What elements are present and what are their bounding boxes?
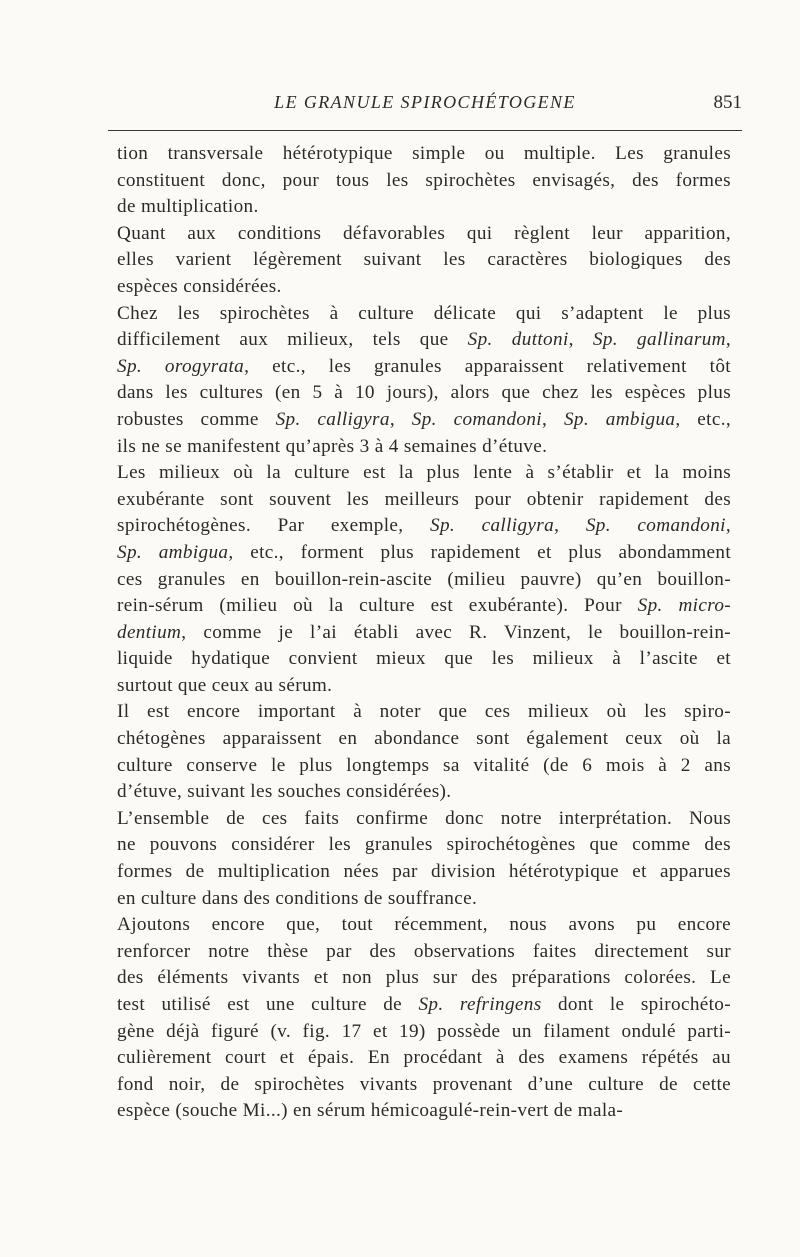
text-line bbox=[117, 274, 731, 301]
running-header bbox=[108, 92, 742, 122]
text-run: rein-sérum (milieu où la culture est exubérante). Pour bbox=[117, 595, 638, 617]
text-run: Quant aux conditions défavorables qui règlent leur apparition, bbox=[117, 222, 731, 244]
text-line bbox=[117, 992, 731, 1019]
text-run: Les milieux où la culture est la plus lente à s’établir et la moins bbox=[117, 462, 732, 484]
text-run: Chez les spirochètes à culture délicate qui s’adaptent le plus bbox=[117, 302, 731, 324]
text-line bbox=[117, 460, 731, 487]
species-name: Sp. comandoni bbox=[411, 408, 542, 430]
text-run: , etc., bbox=[675, 408, 732, 430]
text-run: gène déjà figuré (v. fig. 17 et 19) possède un filament ondulé parti- bbox=[117, 1020, 732, 1042]
text-run: ils ne se manifestent qu’après 3 à 4 semaines d’étuve. bbox=[117, 435, 548, 457]
text-line bbox=[117, 1072, 731, 1099]
text-run: spirochétogènes. Par exemple, bbox=[117, 515, 430, 537]
paragraph bbox=[117, 460, 731, 699]
text-line bbox=[117, 487, 731, 514]
page-number: 851 bbox=[713, 92, 742, 113]
text-line bbox=[117, 301, 731, 328]
text-run: , bbox=[554, 515, 586, 537]
text-line bbox=[117, 327, 731, 354]
species-name: Sp. duttoni bbox=[467, 329, 569, 351]
species-name: Sp. gallinarum bbox=[592, 329, 726, 351]
species-name: Sp. orogyrata bbox=[117, 355, 245, 377]
text-run: Ajoutons encore que, tout récemment, nous avons pu encore bbox=[117, 914, 731, 936]
text-line bbox=[117, 1045, 731, 1072]
text-run: test utilisé est une culture de bbox=[117, 994, 419, 1015]
text-run: culture conserve le plus longtemps sa vitalité (de 6 mois à 2 ans bbox=[117, 754, 732, 776]
text-line bbox=[117, 779, 731, 806]
text-line bbox=[117, 567, 731, 594]
text-line bbox=[117, 221, 731, 248]
text-line bbox=[117, 194, 731, 221]
text-run: surtout que ceux au sérum. bbox=[117, 674, 333, 696]
text-line bbox=[117, 141, 731, 168]
text-run: ne pouvons considérer les granules spirochétogènes que comme des bbox=[117, 834, 731, 856]
text-line bbox=[117, 247, 731, 274]
text-run: , bbox=[725, 515, 732, 537]
text-line bbox=[117, 646, 731, 673]
text-run: renforcer notre thèse par des observations faites directement sur bbox=[117, 940, 732, 962]
paragraph bbox=[117, 912, 731, 1125]
text-run: formes de multiplication nées par division hétérotypique et apparues bbox=[117, 861, 731, 883]
text-line bbox=[117, 859, 731, 886]
text-run: , etc., forment plus rapidement et plus abondamment bbox=[228, 541, 732, 563]
text-run: tion transversale hétérotypique simple ou multiple. Les granules bbox=[117, 143, 732, 164]
text-line bbox=[117, 620, 731, 647]
species-name: Sp. ambigua bbox=[117, 541, 229, 563]
text-line bbox=[117, 753, 731, 780]
paragraph bbox=[117, 221, 731, 301]
text-run: en culture dans des conditions de souffrance. bbox=[117, 887, 478, 909]
text-run: ces granules en bouillon-rein-ascite (milieu pauvre) qu’en bouillon- bbox=[117, 568, 731, 590]
text-run: , bbox=[725, 329, 731, 351]
header-rule bbox=[108, 130, 742, 131]
text-run: espèce (souche Mi...) en sérum hémicoagulé-rein-vert de mala- bbox=[117, 1100, 624, 1122]
text-line bbox=[117, 912, 731, 939]
species-name: dentium bbox=[117, 621, 182, 643]
text-run: robustes comme bbox=[117, 408, 276, 430]
text-line bbox=[117, 1098, 731, 1125]
body-text bbox=[117, 141, 731, 1125]
text-line bbox=[117, 1019, 731, 1046]
text-line bbox=[117, 407, 731, 434]
text-run: , bbox=[568, 329, 593, 351]
text-line bbox=[117, 726, 731, 753]
paragraph bbox=[117, 141, 731, 221]
text-line bbox=[117, 886, 731, 913]
text-run: d’étuve, suivant les souches considérées). bbox=[117, 781, 452, 803]
text-line bbox=[117, 965, 731, 992]
text-line bbox=[117, 168, 731, 195]
text-run: dont le spirochéto- bbox=[541, 994, 731, 1015]
text-run: , bbox=[542, 408, 564, 430]
text-run: , etc., les granules apparaissent relativement tôt bbox=[244, 355, 731, 377]
species-name: Sp. calligyra bbox=[430, 515, 555, 537]
species-name: Sp. comandoni bbox=[585, 515, 726, 537]
text-run: , bbox=[389, 408, 412, 430]
text-line bbox=[117, 434, 731, 461]
text-run: liquide hydatique convient mieux que les milieux à l’ascite et bbox=[117, 648, 731, 670]
text-line bbox=[117, 832, 731, 859]
text-line bbox=[117, 593, 731, 620]
paragraph bbox=[117, 806, 731, 912]
species-name: Sp. refringens bbox=[418, 994, 542, 1015]
text-run: Il est encore important à noter que ces milieux où les spiro- bbox=[117, 701, 731, 723]
text-line bbox=[117, 380, 731, 407]
text-line bbox=[117, 540, 731, 567]
text-line bbox=[117, 513, 731, 540]
paragraph bbox=[117, 301, 731, 461]
text-run: , comme je l’ai établi avec R. Vinzent, le bouillon-rein- bbox=[181, 621, 732, 643]
text-line bbox=[117, 699, 731, 726]
running-title: LE GRANULE SPIROCHÉTOGENE bbox=[274, 92, 576, 112]
text-run: culièrement court et épais. En procédant à des examens répétés au bbox=[117, 1047, 731, 1069]
species-name: Sp. calligyra bbox=[275, 408, 390, 430]
text-run: elles varient légèrement suivant les caractères biologiques des bbox=[117, 249, 732, 271]
text-run: dans les cultures (en 5 à 10 jours), alors que chez les espèces plus bbox=[117, 382, 732, 404]
text-run: exubérante sont souvent les meilleurs pour obtenir rapidement des bbox=[117, 488, 732, 510]
species-name: Sp. ambigua bbox=[563, 408, 676, 430]
paragraph bbox=[117, 699, 731, 805]
text-run: L’ensemble de ces faits confirme donc notre interprétation. Nous bbox=[117, 807, 732, 829]
text-run: difficilement aux milieux, tels que bbox=[117, 329, 468, 351]
text-run: chétogènes apparaissent en abondance sont également ceux où la bbox=[117, 728, 731, 750]
text-run: espèces considérées. bbox=[117, 275, 282, 297]
species-name: Sp. micro- bbox=[637, 595, 732, 617]
text-run: de multiplication. bbox=[117, 196, 259, 218]
text-line bbox=[117, 939, 731, 966]
text-line bbox=[117, 806, 731, 833]
text-run: fond noir, de spirochètes vivants provenant d’une culture de cette bbox=[117, 1073, 731, 1095]
text-run: des éléments vivants et non plus sur des préparations colorées. Le bbox=[117, 967, 731, 989]
text-line bbox=[117, 354, 731, 381]
text-line bbox=[117, 673, 731, 700]
text-run: constituent donc, pour tous les spirochètes envisagés, des formes bbox=[117, 169, 731, 191]
